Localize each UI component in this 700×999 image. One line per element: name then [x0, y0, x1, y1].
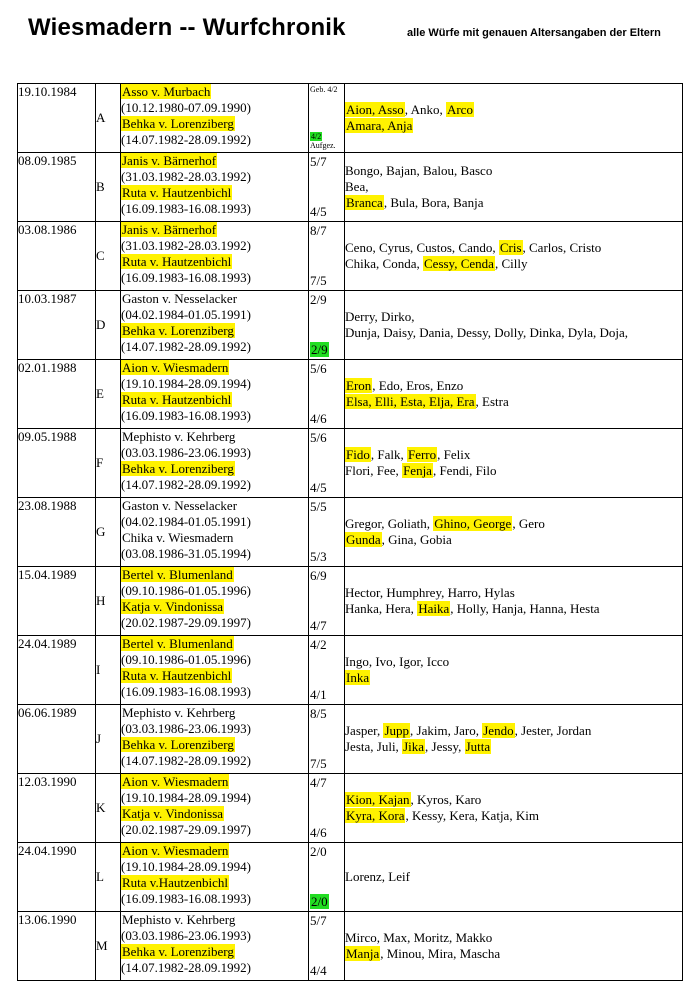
puppy-line: [345, 739, 682, 755]
dam-name: Ruta v. Hautzenbichl: [122, 254, 232, 269]
sire-name: Mephisto v. Kehrberg: [122, 429, 236, 444]
count-cell: [309, 843, 345, 912]
sire-dates: (19.10.1984-28.09.1994): [121, 859, 251, 874]
puppy-names-highlighted: Jendo: [483, 723, 514, 738]
count-born: 5/7: [310, 913, 327, 928]
litter-row: [18, 912, 683, 981]
puppy-names: , Gina, Gobia: [381, 532, 452, 547]
page-subtitle: alle Würfe mit genauen Altersangaben der Eltern: [407, 27, 661, 39]
puppy-line: [345, 195, 682, 211]
parents-cell: [121, 153, 309, 222]
puppies-cell: [345, 498, 683, 567]
dam-line: [121, 530, 308, 546]
sire-dates: (09.10.1986-01.05.1996): [121, 652, 251, 667]
sire-line: [121, 153, 308, 169]
count-raised: [310, 549, 327, 565]
puppy-names-highlighted: Jika: [403, 739, 425, 754]
count-cell: [309, 360, 345, 429]
puppy-names: Hanka, Hera,: [345, 601, 418, 616]
puppy-line: [345, 869, 682, 885]
puppy-line: [345, 102, 682, 118]
puppy-names: , Edo, Eros, Enzo: [372, 378, 464, 393]
sire-line: [121, 705, 308, 721]
sire-name: Bertel v. Blumenland: [122, 567, 233, 582]
count-born: Geb. 4/2: [310, 85, 338, 94]
count-raised: [310, 480, 327, 496]
litter-date: 02.01.1988: [18, 360, 96, 429]
litter-row: [18, 705, 683, 774]
sire-name: Mephisto v. Kehrberg: [122, 705, 236, 720]
puppy-line: [345, 670, 682, 686]
puppy-line: [345, 792, 682, 808]
count-raised-value: 4/7: [310, 618, 327, 633]
count-raised: [310, 963, 327, 979]
litter-date: 23.08.1988: [18, 498, 96, 567]
dam-dates: (16.09.1983-16.08.1993): [121, 684, 251, 699]
dam-name: Behka v. Lorenziberg: [122, 461, 234, 476]
sire-dates: (10.12.1980-07.09.1990): [121, 100, 251, 115]
dam-line: [121, 599, 308, 615]
dam-dates: (16.09.1983-16.08.1993): [121, 270, 251, 285]
dam-name: Katja v. Vindonissa: [122, 806, 224, 821]
count-raised-value: 4/5: [310, 480, 327, 495]
litter-row: [18, 498, 683, 567]
puppies-cell: [345, 153, 683, 222]
dam-line: [121, 254, 308, 270]
sire-name: Bertel v. Blumenland: [122, 636, 233, 651]
parents-cell: [121, 291, 309, 360]
dam-dates: (14.07.1982-28.09.1992): [121, 132, 251, 147]
sire-line: [121, 843, 308, 859]
litter-date: 12.03.1990: [18, 774, 96, 843]
count-raised-value: 4/5: [310, 204, 327, 219]
count-born: 8/7: [310, 223, 327, 238]
litter-row: [18, 360, 683, 429]
puppy-names: , Jessy,: [425, 739, 465, 754]
litter-date: 19.10.1984: [18, 84, 96, 153]
puppy-names-highlighted: Cris: [499, 240, 522, 255]
sire-dates: (03.03.1986-23.06.1993): [121, 445, 251, 460]
puppy-names: Lorenz, Leif: [345, 869, 410, 884]
puppy-names-highlighted: Branca: [346, 195, 383, 210]
sire-dates: (03.03.1986-23.06.1993): [121, 928, 251, 943]
puppy-names: , Cilly: [494, 256, 528, 271]
count-raised-value: 4/6: [310, 825, 327, 840]
puppy-names-highlighted: Cessy, Cenda: [424, 256, 494, 271]
sire-line: [121, 912, 308, 928]
puppy-names-highlighted: Kyra, Kora: [346, 808, 405, 823]
litter-row: [18, 222, 683, 291]
litter-date: 15.04.1989: [18, 567, 96, 636]
count-raised: [310, 204, 327, 220]
dam-line: [121, 185, 308, 201]
sire-name: Gaston v. Nesselacker: [122, 498, 238, 513]
dam-line: [121, 461, 308, 477]
sire-name: Gaston v. Nesselacker: [122, 291, 238, 306]
puppy-line: [345, 163, 682, 179]
puppies-cell: [345, 843, 683, 912]
count-cell: [309, 498, 345, 567]
puppies-cell: [345, 705, 683, 774]
sire-name: Aion v. Wiesmadern: [122, 843, 229, 858]
puppies-cell: [345, 429, 683, 498]
puppy-names: , Jester, Jordan: [514, 723, 592, 738]
sire-dates: (04.02.1984-01.05.1991): [121, 307, 251, 322]
puppy-names: Mirco, Max, Moritz, Makko: [345, 930, 493, 945]
puppy-names: Flori, Fee,: [345, 463, 403, 478]
puppies-cell: [345, 222, 683, 291]
count-cell: [309, 636, 345, 705]
parents-cell: [121, 636, 309, 705]
puppy-line: [345, 808, 682, 824]
count-cell: [309, 84, 345, 153]
sire-dates: (19.10.1984-28.09.1994): [121, 376, 251, 391]
dam-name: Ruta v. Hautzenbichl: [122, 185, 232, 200]
dam-dates: (16.09.1983-16.08.1993): [121, 201, 251, 216]
puppy-names-highlighted: Haika: [418, 601, 450, 616]
count-raised-value: 2/9: [311, 342, 328, 357]
dam-dates: (16.09.1983-16.08.1993): [121, 891, 251, 906]
puppy-names: , Anko,: [404, 102, 446, 117]
puppy-line: [345, 585, 682, 601]
litter-row: [18, 567, 683, 636]
sire-dates: (04.02.1984-01.05.1991): [121, 514, 251, 529]
count-cell: [309, 429, 345, 498]
sire-dates: (19.10.1984-28.09.1994): [121, 790, 251, 805]
litter-table: [17, 83, 683, 981]
puppy-names: , Jakim, Jaro,: [410, 723, 483, 738]
count-cell: [309, 153, 345, 222]
dam-dates: (14.07.1982-28.09.1992): [121, 339, 251, 354]
puppy-names: Bongo, Bajan, Balou, Basco: [345, 163, 493, 178]
sire-name: Janis v. Bärnerhof: [122, 153, 217, 168]
dam-dates: (20.02.1987-29.09.1997): [121, 822, 251, 837]
litter-letter: H: [96, 567, 121, 636]
dam-dates: (14.07.1982-28.09.1992): [121, 753, 251, 768]
parents-cell: [121, 222, 309, 291]
litter-letter: D: [96, 291, 121, 360]
puppy-names: Gregor, Goliath,: [345, 516, 434, 531]
count-born: 5/7: [310, 154, 327, 169]
count-cell: [309, 774, 345, 843]
count-born: 5/6: [310, 361, 327, 376]
sire-dates: (09.10.1986-01.05.1996): [121, 583, 251, 598]
dam-name: Katja v. Vindonissa: [122, 599, 224, 614]
puppy-names: , Gero: [512, 516, 545, 531]
puppy-line: [345, 240, 682, 256]
parents-cell: [121, 567, 309, 636]
litter-row: [18, 843, 683, 912]
parents-cell: [121, 843, 309, 912]
count-raised-value: 7/5: [310, 756, 327, 771]
count-raised: [310, 687, 327, 703]
litter-date: 06.06.1989: [18, 705, 96, 774]
sire-line: [121, 429, 308, 445]
puppy-names: , Falk,: [370, 447, 407, 462]
sire-dates: (03.03.1986-23.06.1993): [121, 721, 251, 736]
puppy-names: Jesta, Juli,: [345, 739, 403, 754]
litter-letter: B: [96, 153, 121, 222]
puppy-line: [345, 532, 682, 548]
puppy-line: [345, 394, 682, 410]
litter-row: [18, 153, 683, 222]
dam-name: Ruta v. Hautzenbichl: [122, 668, 232, 683]
sire-line: [121, 636, 308, 652]
puppies-cell: [345, 636, 683, 705]
count-born: 4/2: [310, 637, 327, 652]
litter-date: 08.09.1985: [18, 153, 96, 222]
count-raised-value: 4/4: [310, 963, 327, 978]
dam-name: Ruta v.Hautzenbichl: [122, 875, 229, 890]
sire-line: [121, 567, 308, 583]
sire-line: [121, 222, 308, 238]
dam-name: Behka v. Lorenziberg: [122, 116, 234, 131]
puppy-names: Hector, Humphrey, Harro, Hylas: [345, 585, 515, 600]
litter-letter: G: [96, 498, 121, 567]
parents-cell: [121, 774, 309, 843]
puppy-names-highlighted: Ghino, George: [434, 516, 512, 531]
litter-letter: A: [96, 84, 121, 153]
count-raised-value: 2/0: [311, 894, 328, 909]
puppy-names-highlighted: Aion, Asso: [346, 102, 404, 117]
litter-letter: M: [96, 912, 121, 981]
sire-name: Aion v. Wiesmadern: [122, 360, 229, 375]
puppy-names: Chika, Conda,: [345, 256, 423, 271]
litter-table-body: [18, 84, 683, 981]
litter-date: 03.08.1986: [18, 222, 96, 291]
dam-name: Chika v. Wiesmadern: [122, 530, 234, 545]
litter-letter: I: [96, 636, 121, 705]
count-born: 8/5: [310, 706, 327, 721]
puppies-cell: [345, 84, 683, 153]
litter-date: 10.03.1987: [18, 291, 96, 360]
puppy-line: [345, 654, 682, 670]
puppy-names-highlighted: Jutta: [465, 739, 491, 754]
puppy-line: [345, 516, 682, 532]
puppy-names: , Felix: [437, 447, 471, 462]
puppy-line: [345, 309, 682, 325]
litter-letter: K: [96, 774, 121, 843]
sire-dates: (31.03.1982-28.03.1992): [121, 169, 251, 184]
count-cell: [309, 705, 345, 774]
dam-name: Behka v. Lorenziberg: [122, 944, 234, 959]
puppy-names-highlighted: Fenja: [403, 463, 432, 478]
puppy-line: [345, 930, 682, 946]
puppy-names: , Fendi, Filo: [432, 463, 497, 478]
litter-date: 13.06.1990: [18, 912, 96, 981]
count-born: 6/9: [310, 568, 327, 583]
dam-line: [121, 323, 308, 339]
litter-row: [18, 429, 683, 498]
sire-name: Asso v. Murbach: [122, 84, 211, 99]
sire-line: [121, 774, 308, 790]
parents-cell: [121, 912, 309, 981]
parents-cell: [121, 360, 309, 429]
puppies-cell: [345, 774, 683, 843]
count-born: 4/7: [310, 775, 327, 790]
count-born: 2/9: [310, 292, 327, 307]
puppy-names-highlighted: Gunda: [346, 532, 381, 547]
litter-letter: F: [96, 429, 121, 498]
sire-line: [121, 360, 308, 376]
puppy-names-highlighted: Jupp: [384, 723, 410, 738]
dam-line: [121, 944, 308, 960]
puppy-line: [345, 256, 682, 272]
litter-row: [18, 84, 683, 153]
litter-letter: E: [96, 360, 121, 429]
puppy-names: , Bula, Bora, Banja: [383, 195, 484, 210]
puppy-names: Ceno, Cyrus, Custos, Cando,: [345, 240, 499, 255]
count-raised: [310, 618, 327, 634]
puppy-names-highlighted: Manja: [346, 946, 380, 961]
puppies-cell: [345, 291, 683, 360]
sire-name: Aion v. Wiesmadern: [122, 774, 229, 789]
count-raised: [310, 342, 329, 358]
sire-line: [121, 498, 308, 514]
puppy-names: Ingo, Ivo, Igor, Icco: [345, 654, 450, 669]
puppy-names: , Minou, Mira, Mascha: [380, 946, 501, 961]
count-born: 5/5: [310, 499, 327, 514]
parents-cell: [121, 84, 309, 153]
count-cell: [309, 222, 345, 291]
puppy-names: Dunja, Daisy, Dania, Dessy, Dolly, Dinka, Dyla, Doja,: [345, 325, 629, 340]
puppy-names: Jasper,: [345, 723, 384, 738]
parents-cell: [121, 705, 309, 774]
dam-dates: (16.09.1983-16.08.1993): [121, 408, 251, 423]
puppy-line: [345, 946, 682, 962]
parents-cell: [121, 498, 309, 567]
puppy-line: [345, 463, 682, 479]
count-raised-value: 4/1: [310, 687, 327, 702]
dam-dates: (03.08.1986-31.05.1994): [121, 546, 251, 561]
litter-row: [18, 774, 683, 843]
puppy-line: [345, 601, 682, 617]
litter-date: 24.04.1989: [18, 636, 96, 705]
count-raised: [310, 273, 327, 289]
dam-name: Behka v. Lorenziberg: [122, 323, 234, 338]
count-raised-label: Aufgez.: [310, 141, 336, 150]
count-raised-value: 7/5: [310, 273, 327, 288]
puppy-names: , Kyros, Karo: [410, 792, 482, 807]
count-born: 5/6: [310, 430, 327, 445]
dam-line: [121, 116, 308, 132]
puppy-names: , Kessy, Kera, Katja, Kim: [405, 808, 539, 823]
dam-dates: (20.02.1987-29.09.1997): [121, 615, 251, 630]
puppy-line: [345, 179, 682, 195]
litter-row: [18, 291, 683, 360]
puppy-names-highlighted: Kion, Kajan: [346, 792, 410, 807]
dam-line: [121, 668, 308, 684]
litter-row: [18, 636, 683, 705]
dam-dates: (14.07.1982-28.09.1992): [121, 477, 251, 492]
puppies-cell: [345, 567, 683, 636]
count-raised-value: 4/2: [311, 132, 322, 141]
puppy-names-highlighted: Amara, Anja: [346, 118, 413, 133]
puppy-line: [345, 118, 682, 134]
litter-letter: J: [96, 705, 121, 774]
puppies-cell: [345, 360, 683, 429]
sire-line: [121, 291, 308, 307]
puppy-names-highlighted: Fido: [346, 447, 370, 462]
dam-dates: (14.07.1982-28.09.1992): [121, 960, 251, 975]
dam-line: [121, 737, 308, 753]
puppy-names: , Carlos, Cristo: [522, 240, 602, 255]
count-born: 2/0: [310, 844, 327, 859]
puppy-line: [345, 447, 682, 463]
sire-dates: (31.03.1982-28.03.1992): [121, 238, 251, 253]
sire-name: Mephisto v. Kehrberg: [122, 912, 236, 927]
puppy-line: [345, 723, 682, 739]
puppy-names-highlighted: Inka: [346, 670, 370, 685]
dam-name: Behka v. Lorenziberg: [122, 737, 234, 752]
puppy-names-highlighted: Arco: [446, 102, 473, 117]
sire-line: [121, 84, 308, 100]
count-cell: [309, 291, 345, 360]
puppy-names-highlighted: Elsa, Elli, Esta, Elja, Era: [346, 394, 475, 409]
puppy-line: [345, 378, 682, 394]
litter-date: 09.05.1988: [18, 429, 96, 498]
count-raised: [310, 132, 336, 150]
dam-line: [121, 875, 308, 891]
puppy-names-highlighted: Eron: [346, 378, 372, 393]
puppy-names: Derry, Dirko,: [345, 309, 415, 324]
dam-line: [121, 392, 308, 408]
count-raised-value: 4/6: [310, 411, 327, 426]
dam-line: [121, 806, 308, 822]
puppy-names: , Estra: [475, 394, 509, 409]
puppy-names: Bea,: [345, 179, 369, 194]
count-raised: [310, 411, 327, 427]
puppy-names: , Holly, Hanja, Hanna, Hesta: [450, 601, 600, 616]
count-cell: [309, 567, 345, 636]
page-title: Wiesmadern -- Wurfchronik: [28, 14, 346, 41]
puppy-line: [345, 325, 682, 341]
count-raised: [310, 825, 327, 841]
puppy-names-highlighted: Ferro: [407, 447, 437, 462]
litter-date: 24.04.1990: [18, 843, 96, 912]
dam-name: Ruta v. Hautzenbichl: [122, 392, 232, 407]
count-raised: [310, 894, 329, 910]
puppies-cell: [345, 912, 683, 981]
parents-cell: [121, 429, 309, 498]
count-cell: [309, 912, 345, 981]
litter-letter: C: [96, 222, 121, 291]
count-raised: [310, 756, 327, 772]
sire-name: Janis v. Bärnerhof: [122, 222, 217, 237]
litter-letter: L: [96, 843, 121, 912]
count-raised-value: 5/3: [310, 549, 327, 564]
